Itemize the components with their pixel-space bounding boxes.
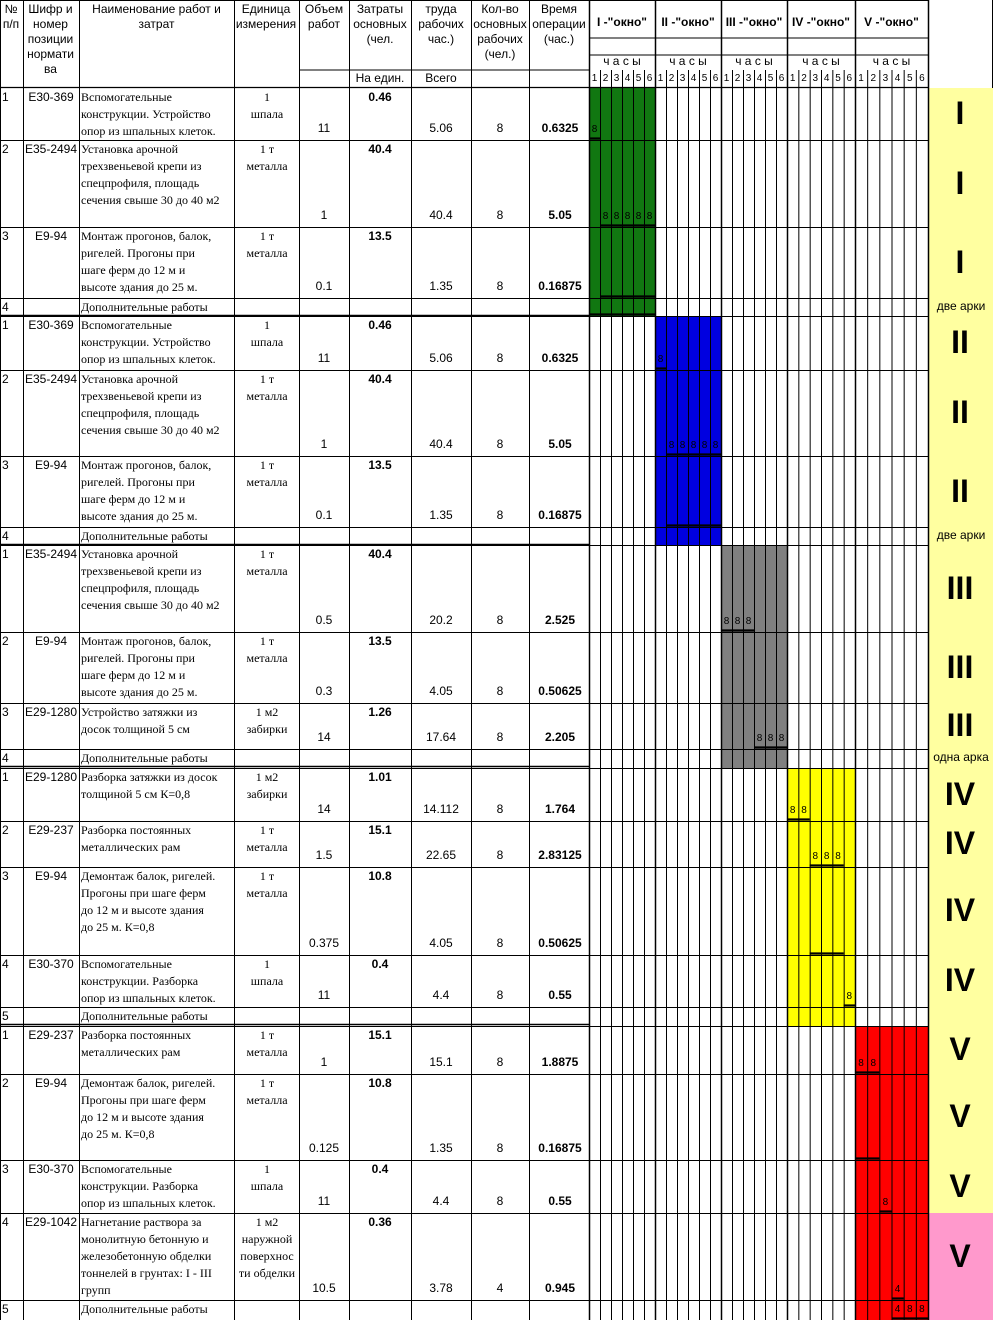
window-label: II (951, 394, 969, 430)
row-number: 3 (2, 229, 9, 243)
row-time: 2.525 (544, 613, 576, 627)
window-label: IV (944, 892, 976, 928)
row-number: 2 (2, 1076, 9, 1090)
header-hour-number: 1 (789, 73, 796, 84)
row-code: Е9-94 (34, 634, 68, 648)
header-hours: ч а с ы (603, 54, 641, 68)
row-number: 1 (2, 90, 9, 104)
row-labor-total: 1.35 (429, 279, 453, 293)
header-hour-number: 5 (835, 73, 841, 84)
gantt-cell-mark: 8 (882, 1197, 889, 1208)
row-unit: 1 м2 забирки (246, 705, 288, 736)
row-number: 1 (2, 1028, 9, 1042)
row-name: Вспомогательные конструкции. Устройство опор из шпальных клеток. (81, 318, 216, 366)
header-hour-number: 1 (657, 73, 664, 84)
header-hour-number: 4 (894, 73, 901, 84)
row-code: Е30-369 (28, 318, 74, 332)
row-workers: 8 (496, 121, 504, 135)
row-name: Вспомогательные конструкции. Разборка опор из шпальных клеток. (81, 1162, 216, 1210)
row-unit: 1 т металла (246, 869, 288, 900)
row-labor-total: 40.4 (429, 437, 453, 451)
row-unit: 1 т металла (246, 823, 288, 854)
row-code: Е29-1280 (24, 705, 78, 719)
gantt-cell-mark: 8 (835, 851, 841, 862)
row-number: 4 (2, 1215, 9, 1229)
row-number: 3 (2, 705, 9, 719)
header-hour-number: 3 (679, 73, 686, 84)
header-labor-2: труда рабочих час.) (418, 2, 464, 46)
row-number: 5 (2, 1009, 9, 1023)
row-volume: 0.375 (308, 936, 340, 950)
row-number: 4 (2, 300, 9, 314)
gantt-cell-mark: 8 (668, 440, 675, 451)
header-hours: ч а с ы (669, 54, 707, 68)
header-hour-number: 2 (602, 73, 609, 84)
row-labor-total: 15.1 (429, 1055, 453, 1069)
row-labor-per-unit: 0.4 (371, 957, 389, 971)
row-code: Е30-370 (28, 1162, 74, 1176)
row-name: Дополнительные работы (81, 529, 208, 543)
gantt-cell-mark: 8 (858, 1058, 864, 1069)
header-hour-number: 5 (906, 73, 913, 84)
gantt-cell-mark: 8 (657, 354, 664, 365)
header-window-5: V -"окно" (864, 15, 919, 29)
header-hour-number: 1 (858, 73, 864, 84)
row-code: Е35-2494 (24, 142, 78, 156)
row-number: 1 (2, 318, 9, 332)
row-labor-total: 4.05 (429, 684, 453, 698)
gantt-cell-mark: 8 (846, 991, 853, 1002)
row-labor-total: 1.35 (429, 508, 453, 522)
row-name: Установка арочной трехзвеньевой крепи из спецпрофиля, площадь сечения свыше 30 до 40 м2 (81, 547, 220, 612)
row-time: 5.05 (548, 437, 572, 451)
row-volume: 1.5 (315, 848, 333, 862)
row-time: 0.945 (544, 1281, 576, 1295)
header-time: Время операции (час.) (532, 2, 586, 46)
row-name: Монтаж прогонов, балок, ригелей. Прогоны при шаге ферм до 12 м и высоте здания до 25 м. (81, 458, 212, 523)
row-number: 2 (2, 372, 9, 386)
gantt-cell-mark: 4 (894, 1304, 901, 1315)
gantt-cell-mark: 8 (789, 805, 796, 816)
row-time: 0.55 (548, 988, 572, 1002)
row-volume: 0.3 (315, 684, 333, 698)
row-code: Е29-237 (28, 823, 74, 837)
row-name: Устройство затяжки из досок толщиной 5 см (81, 705, 198, 736)
row-name: Разборка затяжки из досок толщиной 5 см К=0,8 (81, 770, 218, 801)
window-label: III (946, 707, 974, 743)
header-volume: Объем работ (304, 2, 344, 31)
window-label-bg (929, 1007, 993, 1026)
row-labor-total: 20.2 (429, 613, 453, 627)
row-volume: 11 (317, 121, 331, 135)
row-name: Демонтаж балок, ригелей. Прогоны при шаге ферм до 12 м и высоте здания до 25 м. К=0,8 (81, 1076, 216, 1141)
row-unit: 1 м2 забирки (246, 770, 288, 801)
header-total: Всего (425, 71, 457, 85)
row-volume: 14 (317, 730, 331, 744)
row-labor-per-unit: 1.26 (368, 705, 392, 719)
row-time: 5.05 (548, 208, 572, 222)
row-labor-total: 14.112 (423, 802, 459, 816)
row-workers: 8 (496, 802, 504, 816)
row-workers: 8 (496, 613, 504, 627)
window-label: V (949, 1098, 971, 1134)
arch-note: две арки (936, 299, 986, 313)
header-hour-number: 2 (668, 73, 675, 84)
gantt-cell-mark: 8 (591, 124, 598, 135)
gantt-cell-mark: 8 (906, 1304, 913, 1315)
arch-note: одна арка (933, 750, 989, 764)
header-hour-number: 4 (756, 73, 763, 84)
row-unit: 1 м2 наружной поверхнос ти обделки (238, 1215, 296, 1280)
header-hour-number: 5 (767, 73, 774, 84)
row-unit: 1 шпала (250, 90, 284, 121)
row-workers: 4 (496, 1281, 504, 1295)
row-code: Е30-370 (28, 957, 74, 971)
header-hours: ч а с ы (735, 54, 773, 68)
gantt-cell-mark: 8 (679, 440, 686, 451)
gantt-cell-mark: 8 (712, 440, 719, 451)
window-label: III (946, 648, 974, 685)
row-workers: 8 (496, 1055, 504, 1069)
row-number: 3 (2, 1162, 9, 1176)
gantt-cell-mark: 8 (723, 616, 730, 627)
row-number: 1 (2, 547, 9, 561)
row-number: 2 (2, 142, 9, 156)
window-label: II (951, 472, 969, 509)
row-code: Е30-369 (28, 90, 74, 104)
row-volume: 1 (320, 437, 328, 451)
row-name: Дополнительные работы (81, 1302, 208, 1316)
header-hour-number: 6 (846, 73, 853, 84)
gantt-cell-mark: 8 (919, 1304, 925, 1315)
row-labor-per-unit: 10.8 (368, 869, 392, 883)
row-name: Монтаж прогонов, балок, ригелей. Прогоны при шаге ферм до 12 м и высоте здания до 25 м. (81, 229, 212, 294)
row-labor-total: 3.78 (429, 1281, 453, 1295)
row-workers: 8 (496, 208, 504, 222)
row-labor-per-unit: 15.1 (368, 1028, 392, 1042)
row-labor-total: 1.35 (429, 1141, 453, 1155)
row-labor-total: 5.06 (429, 121, 453, 135)
gantt-cell-mark: 8 (602, 211, 609, 222)
gantt-cell-mark: 8 (635, 211, 642, 222)
row-workers: 8 (496, 1194, 504, 1208)
header-labor: Затраты основных (чел. (353, 2, 407, 46)
row-workers: 8 (496, 684, 504, 698)
row-name: Дополнительные работы (81, 300, 208, 314)
row-time: 0.16875 (538, 279, 582, 293)
row-unit: 1 т металла (246, 142, 288, 173)
row-labor-per-unit: 15.1 (368, 823, 392, 837)
gantt-cell-mark: 8 (613, 211, 620, 222)
row-name: Дополнительные работы (81, 751, 208, 765)
gantt-cell-mark: 8 (701, 440, 708, 451)
row-time: 0.50625 (538, 684, 582, 698)
row-time: 2.83125 (538, 848, 582, 862)
header-hour-number: 2 (870, 73, 877, 84)
row-workers: 8 (496, 508, 504, 522)
header-workers: Кол-во основных рабочих (чел.) (473, 2, 527, 61)
window-label-bg (929, 1300, 993, 1320)
gantt-cell-mark: 8 (812, 851, 819, 862)
row-name: Монтаж прогонов, балок, ригелей. Прогоны при шаге ферм до 12 м и высоте здания до 25 м. (81, 634, 212, 699)
row-time: 0.50625 (538, 936, 582, 950)
row-name: Дополнительные работы (81, 1009, 208, 1023)
row-labor-per-unit: 40.4 (368, 142, 392, 156)
row-number: 5 (2, 1302, 9, 1316)
header-hour-number: 1 (723, 73, 730, 84)
header-window-2: II -"окно" (661, 15, 715, 29)
row-labor-per-unit: 1.01 (368, 770, 392, 784)
row-code: Е9-94 (34, 1076, 68, 1090)
window-label: I (955, 243, 965, 280)
header-hour-number: 2 (801, 73, 807, 84)
row-name: Установка арочной трехзвеньевой крепи из спецпрофиля, площадь сечения свыше 30 до 40 м2 (81, 372, 220, 437)
header-window-1: I -"окно" (597, 15, 647, 29)
row-volume: 0.1 (315, 508, 333, 522)
header-hour-number: 3 (745, 73, 752, 84)
header-window-3: III -"окно" (725, 15, 783, 29)
header-hour-number: 1 (591, 73, 598, 84)
row-time: 0.16875 (538, 1141, 582, 1155)
row-code: Е35-2494 (24, 547, 78, 561)
gantt-cell-mark: 8 (745, 616, 752, 627)
window-label: II (951, 324, 969, 360)
row-workers: 8 (496, 279, 504, 293)
row-time: 0.55 (548, 1194, 572, 1208)
header-hour-number: 6 (778, 73, 785, 84)
gantt-cell-mark: 4 (894, 1284, 901, 1295)
row-unit: 1 т металла (246, 458, 288, 489)
header-hour-number: 4 (624, 73, 631, 84)
row-time: 0.6325 (541, 351, 579, 365)
row-labor-per-unit: 40.4 (368, 547, 392, 561)
row-labor-per-unit: 0.36 (368, 1215, 392, 1229)
gantt-cell-mark: 8 (756, 733, 763, 744)
row-time: 1.764 (544, 802, 576, 816)
row-labor-per-unit: 13.5 (368, 634, 392, 648)
row-labor-total: 4.05 (429, 936, 453, 950)
header-hour-number: 3 (882, 73, 889, 84)
row-unit: 1 т металла (246, 1076, 288, 1107)
row-workers: 8 (496, 848, 504, 862)
row-unit: 1 шпала (250, 318, 284, 349)
header-hour-number: 6 (646, 73, 653, 84)
window-label: V (949, 1031, 971, 1067)
row-unit: 1 шпала (250, 957, 284, 988)
gantt-cell-mark: 8 (767, 733, 774, 744)
row-volume: 11 (317, 351, 331, 365)
arch-note: две арки (936, 528, 986, 542)
row-number: 2 (2, 823, 9, 837)
row-unit: 1 т металла (246, 372, 288, 403)
row-labor-per-unit: 0.46 (368, 90, 392, 104)
row-volume: 0.1 (315, 279, 333, 293)
header-per-unit: На един. (355, 71, 405, 85)
row-volume: 1 (320, 1055, 328, 1069)
row-labor-total: 4.4 (432, 1194, 450, 1208)
row-time: 0.6325 (541, 121, 579, 135)
row-name: Вспомогательные конструкции. Разборка опор из шпальных клеток. (81, 957, 216, 1005)
row-number: 4 (2, 751, 9, 765)
row-number: 3 (2, 458, 9, 472)
window-label: I (955, 95, 965, 131)
row-labor-per-unit: 13.5 (368, 458, 392, 472)
row-code: Е9-94 (34, 229, 68, 243)
row-code: Е29-1042 (24, 1215, 78, 1229)
row-labor-total: 22.65 (425, 848, 457, 862)
header-window-4: IV -"окно" (792, 15, 850, 29)
header-name: Наименование работ и затрат (92, 2, 221, 31)
row-volume: 0.125 (308, 1141, 340, 1155)
row-labor-total: 17.64 (425, 730, 457, 744)
row-unit: 1 т металла (246, 1028, 288, 1059)
row-workers: 8 (496, 437, 504, 451)
window-label: IV (944, 825, 976, 861)
row-unit: 1 т металла (246, 634, 288, 665)
row-labor-per-unit: 0.4 (371, 1162, 389, 1176)
row-name: Демонтаж балок, ригелей. Прогоны при шаге ферм до 12 м и высоте здания до 25 м. К=0,8 (81, 869, 216, 934)
row-labor-per-unit: 10.8 (368, 1076, 392, 1090)
row-labor-total: 5.06 (429, 351, 453, 365)
row-volume: 0.5 (315, 613, 333, 627)
gantt-cell-mark: 8 (690, 440, 697, 451)
gantt-cell-mark: 8 (778, 733, 785, 744)
row-labor-per-unit: 13.5 (368, 229, 392, 243)
header-hour-number: 6 (919, 73, 925, 84)
row-volume: 10.5 (312, 1281, 336, 1295)
header-hour-number: 5 (635, 73, 642, 84)
window-label: V (949, 1237, 971, 1274)
header-hours: ч а с ы (802, 54, 840, 68)
row-workers: 8 (496, 730, 504, 744)
row-time: 2.205 (544, 730, 576, 744)
row-name: Установка арочной трехзвеньевой крепи из спецпрофиля, площадь сечения свыше 30 до 40 м2 (81, 142, 220, 207)
row-labor-total: 40.4 (429, 208, 453, 222)
header-code: Шифр и номер позиции нормати ва (27, 2, 74, 76)
gantt-cell-mark: 8 (734, 616, 741, 627)
row-workers: 8 (496, 1141, 504, 1155)
row-time: 0.16875 (538, 508, 582, 522)
header-hour-number: 3 (613, 73, 620, 84)
row-number: 2 (2, 634, 9, 648)
row-volume: 11 (317, 1194, 331, 1208)
row-workers: 8 (496, 988, 504, 1002)
window-label: I (955, 164, 965, 201)
header-unit: Единица измерения (235, 2, 297, 31)
row-volume: 11 (317, 988, 331, 1002)
row-volume: 14 (317, 802, 331, 816)
header-hour-number: 4 (823, 73, 830, 84)
row-labor-per-unit: 40.4 (368, 372, 392, 386)
row-code: Е9-94 (34, 458, 68, 472)
row-name: Разборка постоянных металлических рам (81, 1028, 192, 1059)
row-code: Е9-94 (34, 869, 68, 883)
header-hour-number: 4 (690, 73, 697, 84)
row-number: 3 (2, 869, 9, 883)
gantt-cell-mark: 8 (624, 211, 631, 222)
row-unit: 1 т металла (246, 229, 288, 260)
gantt-cell-mark: 8 (801, 805, 807, 816)
row-name: Вспомогательные конструкции. Устройство опор из шпальных клеток. (81, 90, 216, 138)
row-volume: 1 (320, 208, 328, 222)
row-number: 4 (2, 529, 9, 543)
row-labor-per-unit: 0.46 (368, 318, 392, 332)
header-num: № п/п (2, 2, 20, 31)
header-hours: ч а с ы (872, 54, 911, 68)
row-workers: 8 (496, 936, 504, 950)
header-hour-number: 2 (734, 73, 741, 84)
window-label: IV (944, 962, 976, 998)
gantt-cell-mark: 8 (823, 851, 830, 862)
window-label: IV (944, 775, 976, 812)
row-code: Е29-237 (28, 1028, 74, 1042)
row-workers: 8 (496, 351, 504, 365)
row-labor-total: 4.4 (432, 988, 450, 1002)
row-code: Е35-2494 (24, 372, 78, 386)
row-number: 1 (2, 770, 9, 784)
row-name: Нагнетание раствора за монолитную бетонную и железобетонную обделки тоннелей в грунтах: I - III групп (81, 1215, 212, 1297)
header-hour-number: 6 (712, 73, 719, 84)
window-label: V (949, 1167, 971, 1204)
row-name: Разборка постоянных металлических рам (81, 823, 192, 854)
gantt-cell-mark: 8 (870, 1058, 877, 1069)
row-unit: 1 т металла (246, 547, 288, 578)
row-time: 1.8875 (541, 1055, 579, 1069)
header-hour-number: 3 (812, 73, 819, 84)
gantt-cell-mark: 8 (646, 211, 653, 222)
header-hour-number: 5 (701, 73, 708, 84)
row-number: 4 (2, 957, 9, 971)
window-label: III (946, 569, 974, 606)
row-code: Е29-1280 (24, 770, 78, 784)
row-unit: 1 шпала (250, 1162, 284, 1193)
